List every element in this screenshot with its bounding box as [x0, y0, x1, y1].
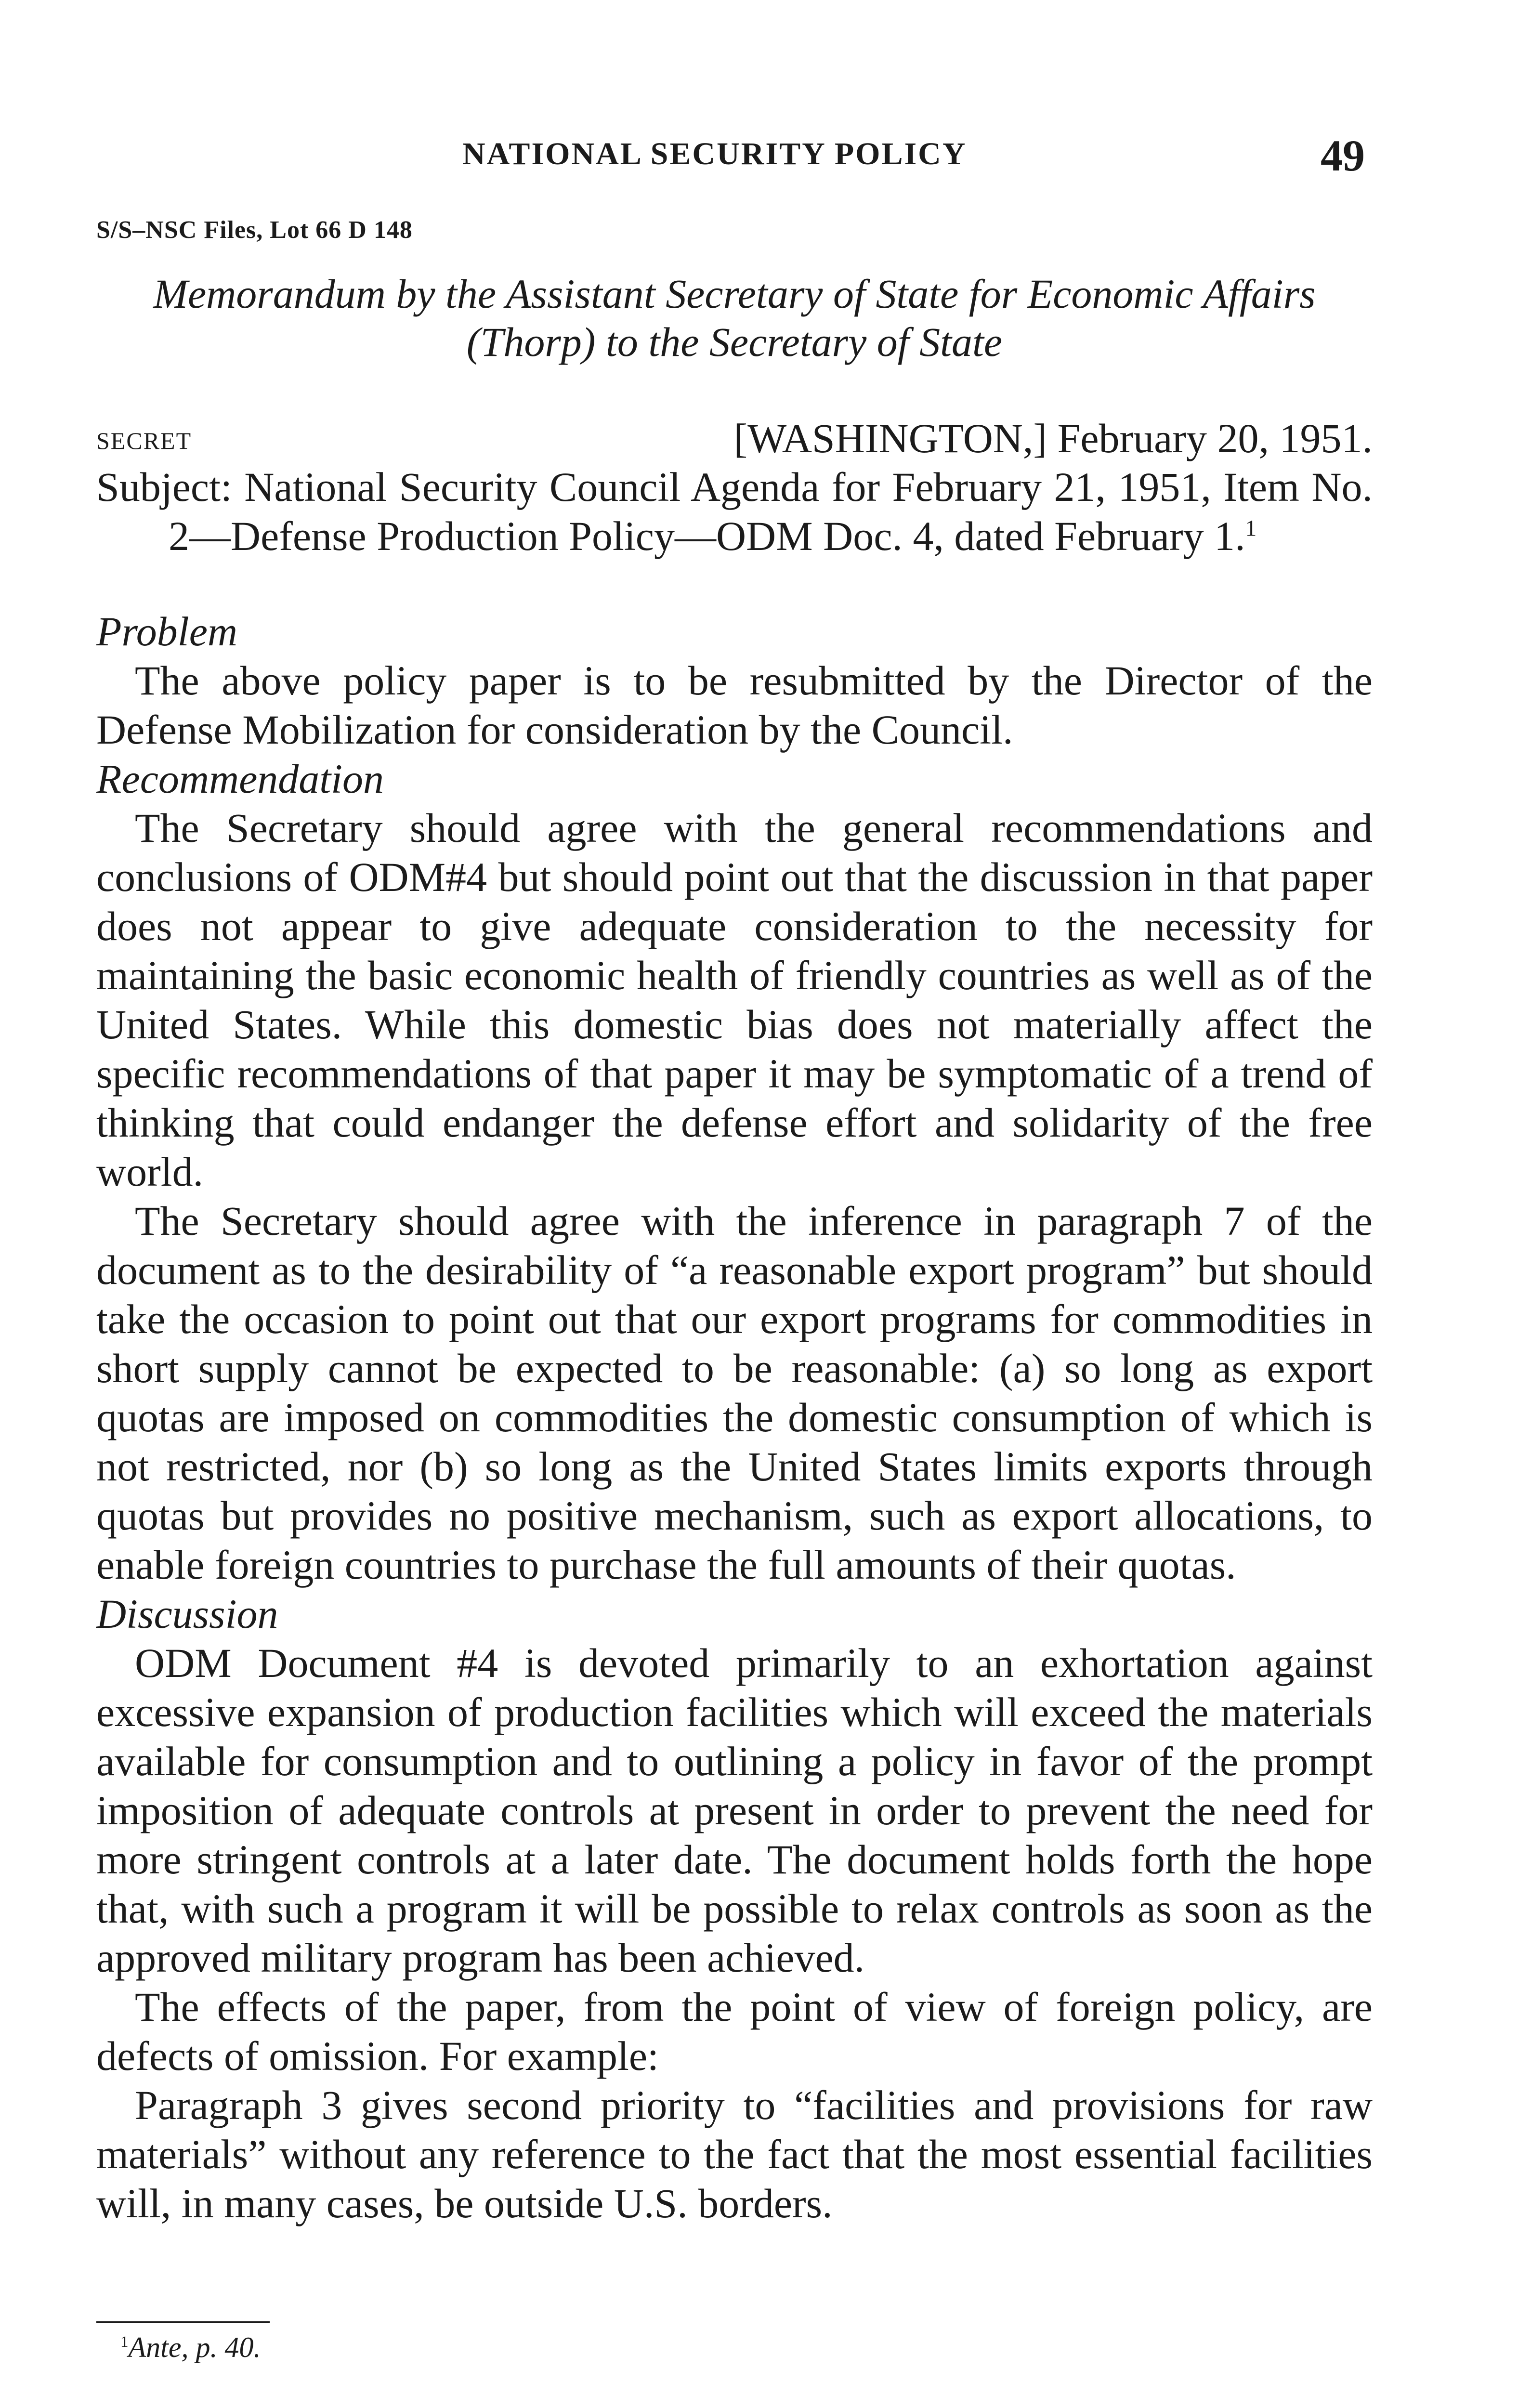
document-meta	[96, 414, 1373, 462]
problem-paragraph: The above policy paper is to be resubmitted by the Director of the Defense Mobilization for consideration by the Council.	[96, 657, 1373, 753]
dateline: [WASHINGTON,] February 20, 1951.	[733, 415, 1373, 461]
footnote-marker: 1	[120, 2333, 129, 2351]
page-header	[0, 130, 1518, 188]
recommendation-paragraph: The Secretary should agree with the general recommendations and conclusions of ODM#4 but should point out that the discussion in that paper does not appear to give adequate consideration to the necessity for maintaining the basic economic health of friendly countries as well as of the United States. While this domestic bias does not materially affect the specific recommendations of that paper it may be symptomatic of a trend of thinking that could endanger the defense effort and solidarity of the free world.	[96, 805, 1373, 1195]
page-number: 49	[1321, 131, 1365, 180]
source-line: S/S–NSC Files, Lot 66 D 148	[96, 216, 413, 244]
discussion-paragraph: ODM Document #4 is devoted primarily to an exhortation against excessive expansion of production facilities which will exceed the materials available for consumption and to outlining a policy in favor of the prompt imposition of adequate controls at present in order to prevent the need for more stringent controls at a later date. The document holds forth the hope that, with such a program it will be possible to relax controls as soon as the approved military program has been achieved.	[96, 1640, 1373, 1981]
footnote	[120, 2331, 261, 2364]
footnote-text: Ante, p. 40.	[128, 2331, 261, 2363]
section-heading-recommendation: Recommendation	[96, 756, 384, 802]
subject-text: Subject: National Security Council Agenda for February 21, 1951, Item No. 2—Defense Production Policy—ODM Doc. 4, dated February 1.	[96, 464, 1373, 559]
section-heading-discussion: Discussion	[96, 1591, 278, 1637]
recommendation-paragraph: The Secretary should agree with the inference in paragraph 7 of the document as to the desirability of “a reasonable export program” but should take the occasion to point out that our export programs for commodities in short supply cannot be expected to be reasonable: (a) so long as export quotas are imposed on commodities the domestic consumption of which is not restricted, nor (b) so long as the United States limits exports through quotas but provides no positive mechanism, such as export allocations, to enable foreign countries to purchase the full amounts of their quotas.	[96, 1198, 1373, 1588]
discussion-paragraph: Paragraph 3 gives second priority to “facilities and provisions for raw materials” without any reference to the fact that the most essential facilities will, in many cases, be outside U.S. borders.	[96, 2082, 1373, 2226]
discussion-paragraph: The effects of the paper, from the point of view of foreign policy, are defects of omission. For example:	[96, 1984, 1373, 2079]
running-title: NATIONAL SECURITY POLICY	[462, 136, 967, 171]
subject-footnote-marker: 1	[1245, 516, 1257, 541]
footnote-divider	[96, 2321, 270, 2323]
document-body	[96, 607, 1373, 2228]
section-heading-problem: Problem	[96, 608, 237, 654]
classification-label: SECRET	[96, 427, 192, 454]
document-title: Memorandum by the Assistant Secretary of State for Economic Affairs (Thorp) to the Secretary of State	[153, 271, 1316, 365]
subject-line	[96, 462, 1373, 561]
